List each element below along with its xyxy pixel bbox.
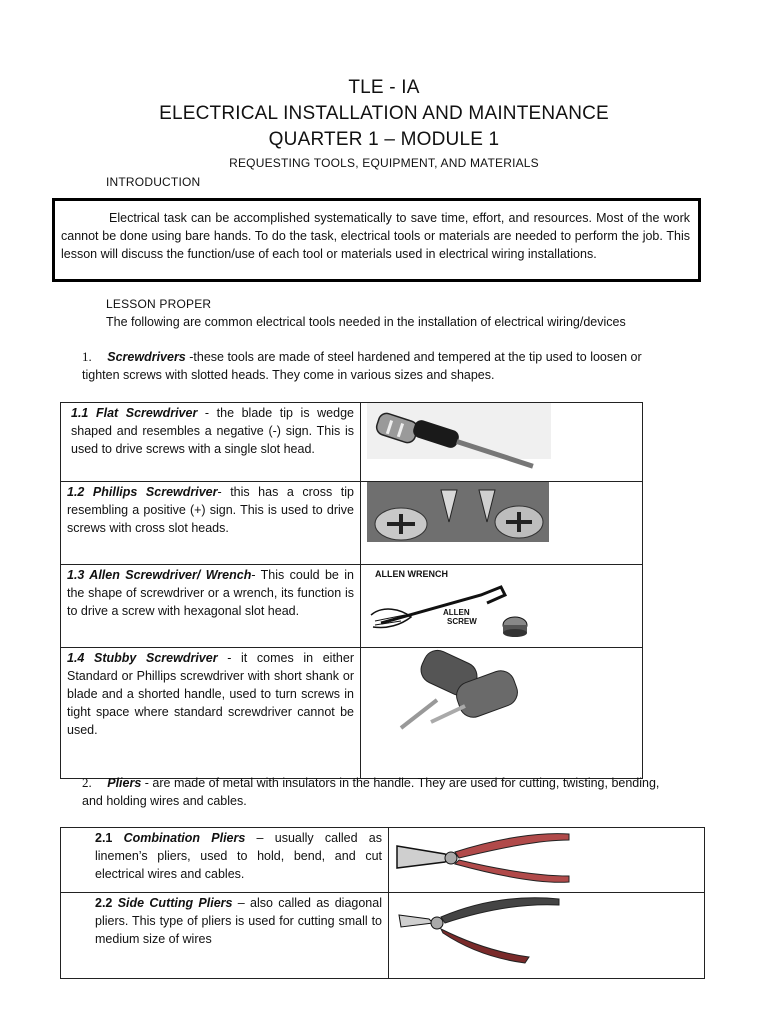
tool-title: 1.4 Stubby Screwdriver	[67, 651, 218, 665]
allen-screw-label-1: ALLEN	[443, 608, 470, 617]
side-cutting-pliers-icon	[399, 898, 559, 963]
stubby-screwdriver-image	[361, 648, 642, 773]
pliers-table	[60, 827, 705, 979]
allen-screw-icon	[503, 617, 527, 637]
allen-screw-label-2: SCREW	[447, 617, 477, 626]
lesson-lead: The following are common electrical tools needed in the installation of electrical wiring/devices	[106, 315, 626, 329]
allen-wrench-image	[361, 565, 642, 642]
tool-number: 2.2	[95, 896, 113, 910]
phillips-screwdriver-image	[361, 482, 642, 559]
phillips-screwdriver-desc	[61, 482, 360, 537]
combination-pliers-image	[389, 828, 704, 887]
flat-screwdriver-desc	[61, 403, 360, 458]
section-number: 1.	[82, 349, 92, 364]
tool-text: – also called as diagonal pliers. This type of pliers is used for cutting small to medium size of wires	[95, 896, 382, 946]
allen-wrench-desc	[61, 565, 360, 620]
combination-pliers-desc	[61, 828, 388, 883]
doc-title-line2: ELECTRICAL INSTALLATION AND MAINTENANCE	[159, 103, 609, 124]
section-pliers	[82, 774, 682, 810]
screwdrivers-table	[60, 402, 643, 779]
tool-title: Side Cutting Pliers	[117, 896, 233, 910]
section-term: Pliers	[107, 776, 142, 790]
tool-text: – usually called as linemen’s pliers, used to hold, bend, and cut electrical wires and cables.	[95, 831, 382, 881]
introduction-box	[52, 198, 701, 282]
tool-text: - it comes in either Standard or Phillips screwdriver with short shank or blade and a shorted handle, used to turn screws in tight space where standard screwdriver cannot be used.	[67, 651, 354, 737]
introduction-text: Electrical task can be accomplished systematically to save time, effort, and resources. Most of the work cannot be done using bare hands. To do the task, electrical tools or materials are needed to perform the job. This lesson will discuss the function/use of each tool or materials used in electrical wiring installations.	[61, 211, 690, 261]
stubby-screwdriver-desc	[61, 648, 360, 739]
lesson-heading: LESSON PROPER	[106, 297, 212, 311]
section-text: - are made of metal with insulators in the handle. They are used for cutting, twisting, bending, and holding wires and cables.	[82, 776, 660, 808]
tool-title: 1.3 Allen Screwdriver/ Wrench	[67, 568, 252, 582]
tool-text: - this has a cross tip resembling a positive (+) sign. This is used to drive screws with cross slot heads.	[67, 485, 354, 535]
allen-wrench-label: ALLEN WRENCH	[375, 569, 448, 579]
tool-text: - the blade tip is wedge shaped and resembles a negative (-) sign. This is used to drive screws with a single slot head.	[71, 406, 354, 456]
doc-title-line1: TLE - IA	[348, 77, 420, 98]
table-row	[61, 403, 643, 482]
section-screwdrivers	[82, 348, 682, 384]
side-cutting-pliers-image	[389, 893, 704, 973]
section-text: -these tools are made of steel hardened and tempered at the tip used to loosen or tighten screws with slotted heads. They come in various sizes and shapes.	[82, 350, 642, 382]
introduction-heading: INTRODUCTION	[106, 175, 201, 189]
table-row	[61, 565, 643, 648]
allen-wrench-icon	[371, 587, 505, 628]
side-cutting-pliers-desc	[61, 893, 388, 948]
table-row	[61, 828, 705, 893]
table-row	[61, 482, 643, 565]
stubby-screwdriver-icon	[401, 648, 521, 728]
doc-title-line3: QUARTER 1 – MODULE 1	[268, 129, 500, 150]
combination-pliers-icon	[397, 834, 569, 883]
tool-title: 1.2 Phillips Screwdriver	[67, 485, 218, 499]
flat-screwdriver-image	[361, 403, 642, 476]
table-row	[61, 893, 705, 979]
section-number: 2.	[82, 775, 92, 790]
tool-title: 1.1 Flat Screwdriver	[71, 406, 198, 420]
tool-text: - This could be in the shape of screwdriver or a wrench, its function is to drive a screw with hexagonal slot head.	[67, 568, 354, 618]
tool-number: 2.1	[95, 831, 113, 845]
table-row	[61, 648, 643, 779]
tool-title: Combination Pliers	[123, 831, 246, 845]
section-term: Screwdrivers	[107, 350, 186, 364]
doc-subtitle: REQUESTING TOOLS, EQUIPMENT, AND MATERIALS	[229, 156, 539, 170]
